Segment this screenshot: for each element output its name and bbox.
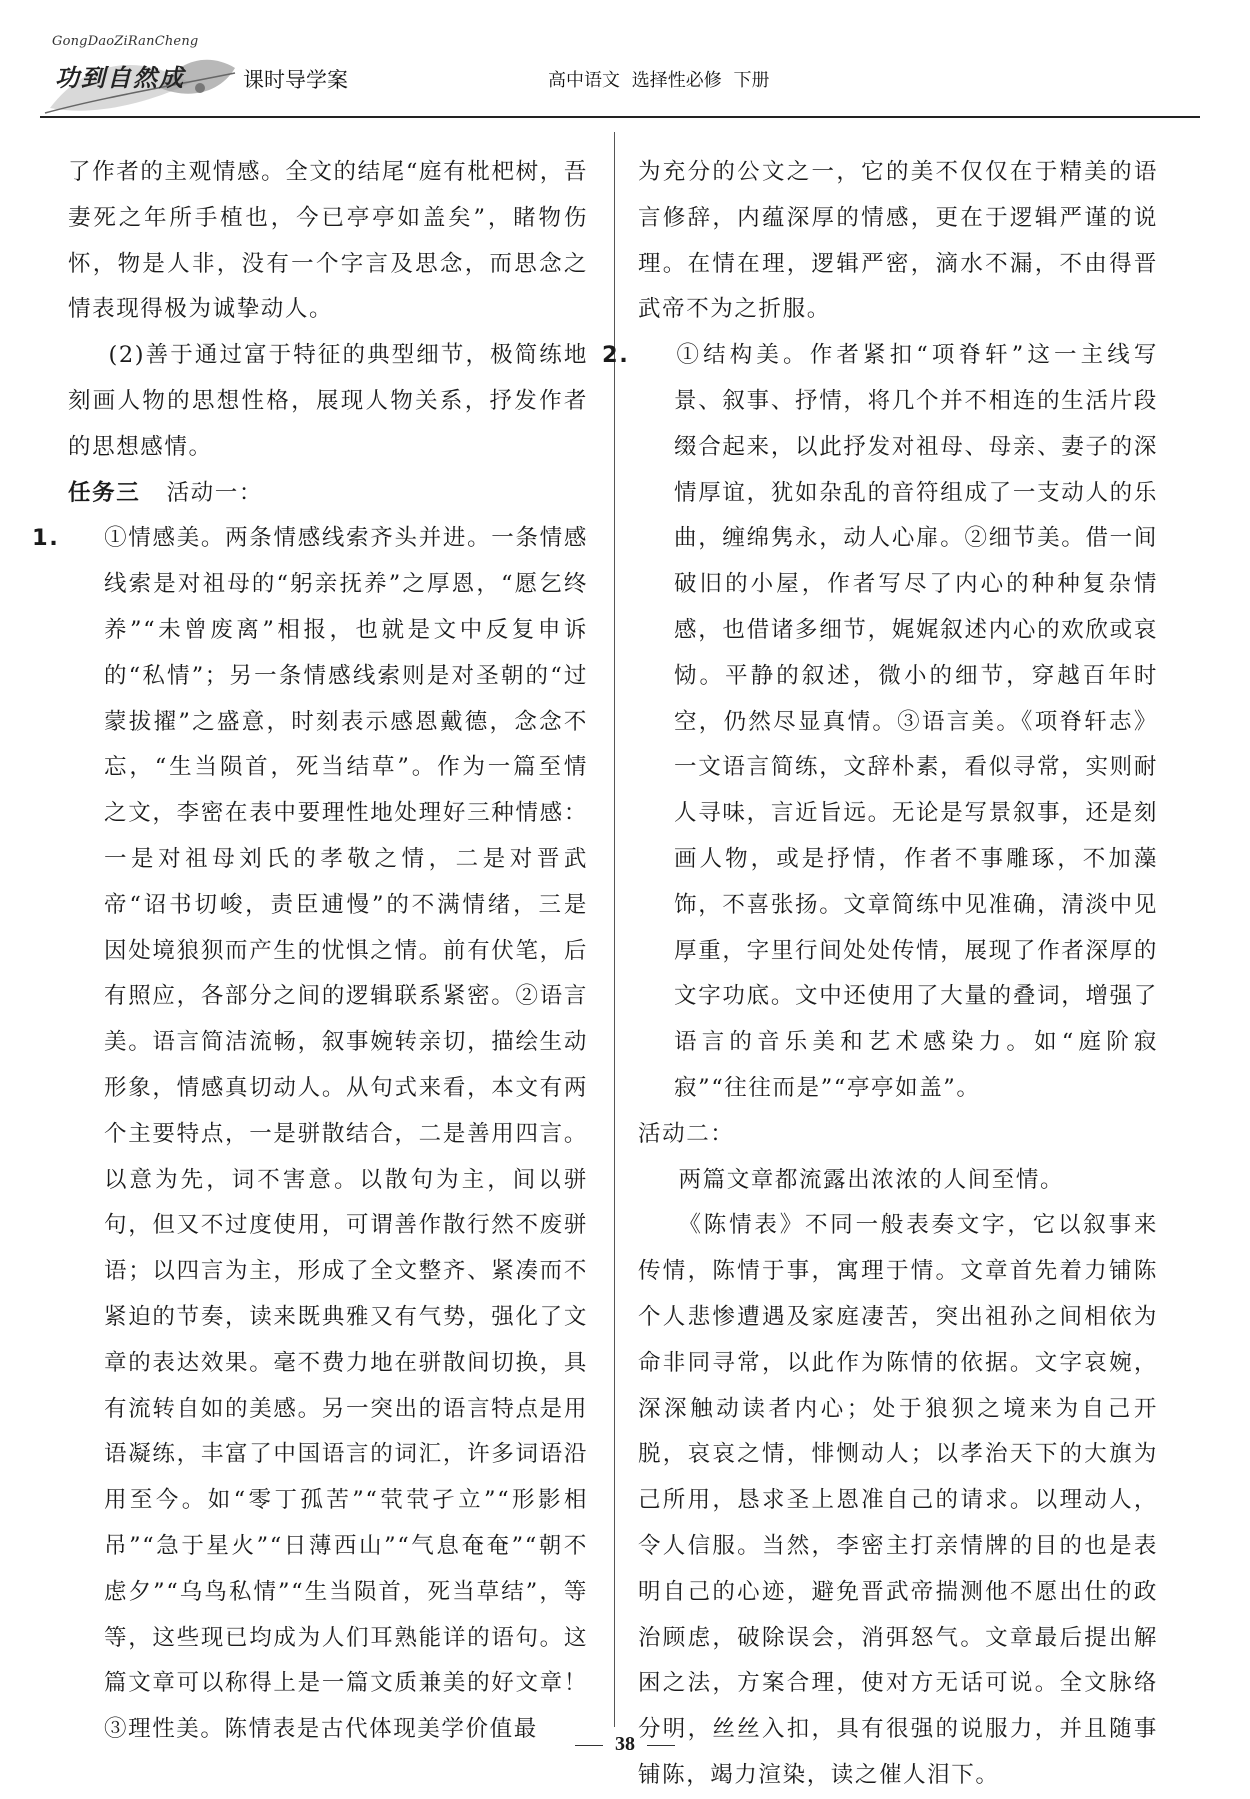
item-text: ①结构美。作者紧扣“项脊轩”这一主线写景、叙事、抒情，将几个并不相连的生活片段缀合起来，以此抒发对祖母、母亲、妻子的深情厚谊，犹如杂乱的音符组成了一支动人的乐曲，缠绵隽永，动人心扉。②细节美。借一间破旧的小屋，作者写尽了内心的种种复杂情感，也借诸多细节，娓娓叙述内心的欢欣或哀恸。平静的叙述，微小的细节，穿越百年时空，仍然尽显真情。③语言美。《项脊轩志》一文语言简练，文辞朴素，看似寻常，实则耐人寻味，言近旨远。无论是写景叙事，还是刻画人物，或是抒情，作者不事雕琢，不加藻饰，不喜张扬。文章简练中见准确，清淡中见厚重，字里行间处处传情，展现了作者深厚的文字功底。文中还使用了大量的叠词，增强了语言的音乐美和艺术感染力。如“庭阶寂寂”“往往而是”“亭亭如盖”。 [674, 342, 1158, 1101]
series-title: 课时导学案 [243, 68, 348, 92]
item-text: ①情感美。两条情感线索齐头并进。一条情感线索是对祖母的“躬亲抚养”之厚恩，“愿乞终养”“未曾废离”相报，也就是文中反复申诉的“私情”；另一条情感线索则是对圣朝的“过蒙拔擢”之盛意，时刻表示感恩戴德，念念不忘，“生当陨首，死当结草”。作为一篇至情之文，李密在表中要理性地处理好三种情感：一是对祖母刘氏的孝敬之情，二是对晋武帝“诏书切峻，责臣逋慢”的不满情绪，三是因处境狼狈而产生的忧惧之情。前有伏笔，后有照应，各部分之间的逻辑联系紧密。②语言美。语言简洁流畅，叙事婉转亲切，描绘生动形象，情感真切动人。从句式来看，本文有两个主要特点，一是骈散结合，二是善用四言。以意为先，词不害意。以散句为主，间以骈句，但又不过度使用，可谓善作散行然不废骈语；以四言为主，形成了全文整齐、紧凑而不紧迫的节奏，读来既典雅又有气势，强化了文章的表达效果。毫不费力地在骈散间切换，具有流转自如的美感。另一突出的语言特点是用语凝练，丰富了中国语言的词汇，许多词语沿用至今。如“零丁孤苦”“茕茕孑立”“形影相吊”“急于星火”“日薄西山”“气息奄奄”“朝不虑夕”“乌鸟私情”“生当陨首，死当草结”，等等，这些现已均成为人们耳熟能详的语句。这篇文章可以称得上是一篇文质兼美的好文章！③理性美。陈情表是古代体现美学价值最 [104, 525, 588, 1743]
task-label: 任务三 [68, 479, 141, 506]
item-number: 2. [602, 342, 630, 369]
paragraph: 了作者的主观情感。全文的结尾“庭有枇杷树，吾妻死之年所手植也，今已亭亭如盖矣”，睹物伤怀，物是人非，没有一个字言及思念，而思念之情表现得极为诚挚动人。 [68, 159, 588, 323]
answer-item-2 [602, 333, 1158, 1112]
task-heading [68, 471, 588, 517]
brand-english: GongDaoZiRanCheng [52, 34, 199, 49]
activity-label: 活动一： [166, 479, 263, 506]
page-number: 38 [0, 1733, 1250, 1756]
item-number: 1. [32, 525, 60, 552]
page-header [0, 0, 1250, 118]
answer-item-1 [32, 516, 588, 1753]
activity-heading: 活动二： [638, 1120, 735, 1147]
paragraph: 《陈情表》不同一般表奏文字，它以叙事来传情，陈情于事，寓理于情。文章首先着力铺陈个人悲惨遭遇及家庭凄苦，突出祖孙之间相依为命非同寻常，以此作为陈情的依据。文字哀婉，深深触动读者内心；处于狼狈之境来为自己开脱，哀哀之情，悱恻动人；以孝治天下的大旗为己所用，恳求圣上恩准自己的请求。以理动人，令人信服。当然，李密主打亲情牌的目的也是表明自己的心迹，避免晋武帝揣测他不愿出仕的政治顾虑，破除误会，消弭怒气。文章最后提出解困之法，方案合理，使对方无话可说。全文脉络分明，丝丝入扣，具有很强的说服力，并且随事铺陈，竭力渲染，读之催人泪下。 [638, 1212, 1158, 1788]
paragraph: (2)善于通过富于特征的典型细节，极简练地刻画人物的思想性格，展现人物关系，抒发作者的思想感情。 [68, 342, 588, 460]
paragraph: 两篇文章都流露出浓浓的人间至情。 [678, 1166, 1065, 1193]
course-title: 高中语文 选择性必修 下册 [548, 70, 770, 91]
header-rule [40, 116, 1200, 118]
paragraph: 为充分的公文之一，它的美不仅仅在于精美的语言修辞，内蕴深厚的情感，更在于逻辑严谨的说理。在情在理，逻辑严密，滴水不漏，不由得晋武帝不为之折服。 [638, 159, 1158, 323]
brand-chinese: 功到自然成 [55, 63, 185, 92]
left-column [32, 150, 588, 1753]
